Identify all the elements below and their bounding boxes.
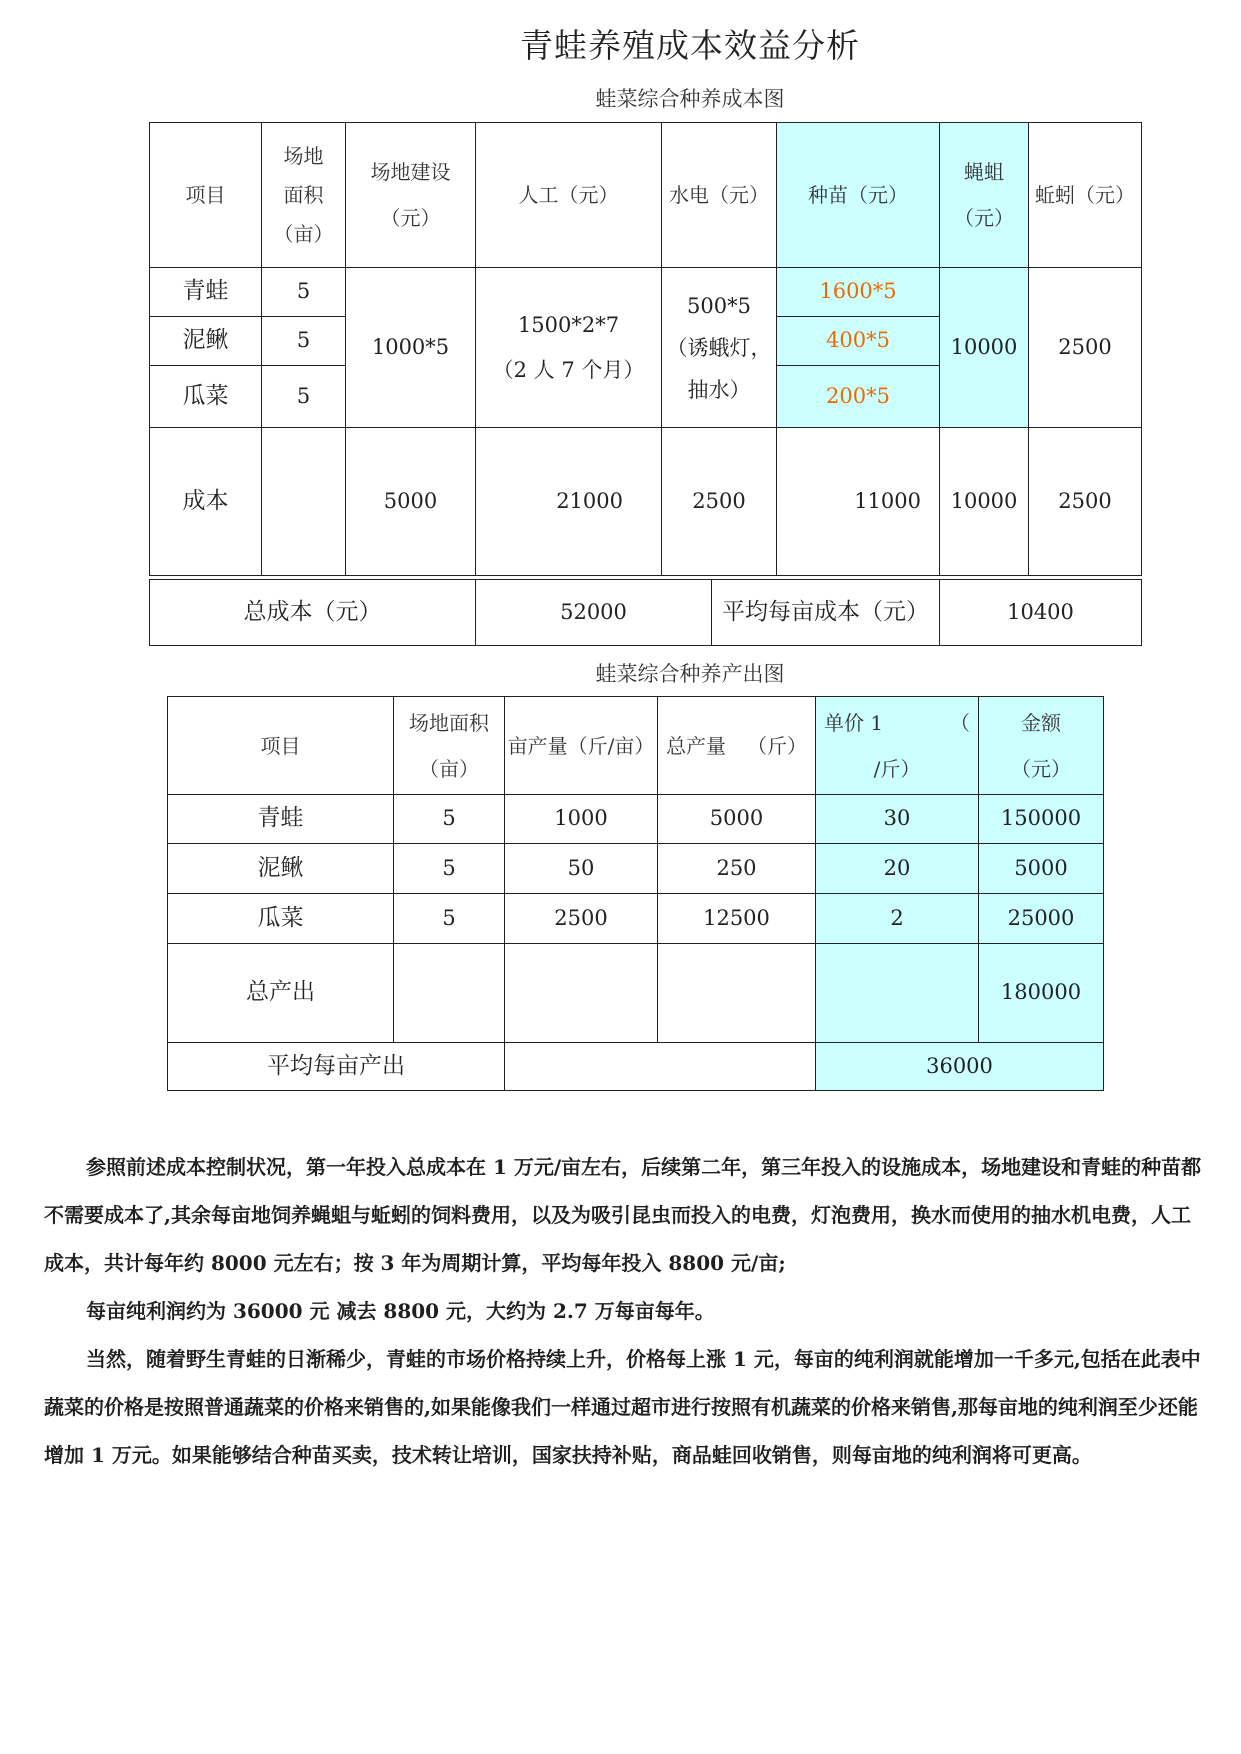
cost-row-name: 瓜菜 xyxy=(150,366,262,428)
seed-value: 1600*5 xyxy=(777,268,940,317)
header-area: 场地 面积 （亩） xyxy=(262,123,346,268)
total-output-label: 总产出 xyxy=(168,944,394,1043)
cost-labor: 21000 xyxy=(476,428,662,576)
out-row-name: 青蛙 xyxy=(168,795,394,844)
header-labor: 人工（元） xyxy=(476,123,662,268)
paragraph: 参照前述成本控制状况，第一年投入总成本在 1 万元/亩左右，后续第二年，第三年投入的设施成本，场地建设和青蛙的种苗都不需要成本了,其余每亩地饲养蝇蛆与蚯蚓的饲料费用，以及为吸引昆虫而投入的电费，灯泡费用，换水而使用的抽水机电费，人工成本，共计每年约 8000 元左右；按 3 年为周期计算，平均每年投入 8800 元/亩; xyxy=(44,1155,1202,1275)
output-table-caption: 蛙菜综合种养产出图 xyxy=(595,662,785,686)
avg-output-label: 平均每亩产出 xyxy=(168,1043,505,1091)
total-output-empty xyxy=(394,944,505,1043)
header-worm: 蚯蚓（元） xyxy=(1029,123,1142,268)
out-row-amount: 25000 xyxy=(979,894,1104,944)
out-header-price: 单价 1 （ /斤） xyxy=(816,697,979,795)
out-row-total: 12500 xyxy=(658,894,816,944)
cost-row-name: 青蛙 xyxy=(150,268,262,317)
utility-value: 500*5 （诱蛾灯， 抽水） xyxy=(662,268,777,428)
out-row-name: 泥鳅 xyxy=(168,844,394,894)
out-row-area: 5 xyxy=(394,894,505,944)
header-item: 项目 xyxy=(150,123,262,268)
header-maggot: 蝇蛆 （元） xyxy=(940,123,1029,268)
cost-maggot: 10000 xyxy=(940,428,1029,576)
out-row-total: 5000 xyxy=(658,795,816,844)
out-row-total: 250 xyxy=(658,844,816,894)
out-header-area: 场地面积 （亩） xyxy=(394,697,505,795)
out-row-area: 5 xyxy=(394,844,505,894)
header-build: 场地建设 （元） xyxy=(346,123,476,268)
out-header-yield: 亩产量（斤/亩） xyxy=(505,697,658,795)
out-row-amount: 150000 xyxy=(979,795,1104,844)
out-row-price: 2 xyxy=(816,894,979,944)
total-cost-value: 52000 xyxy=(476,580,712,646)
cost-total-table xyxy=(149,579,1142,646)
cost-row-area: 5 xyxy=(262,268,346,317)
paragraph: 每亩纯利润约为 36000 元 减去 8800 元，大约为 2.7 万每亩每年。 xyxy=(86,1299,715,1323)
out-row-name: 瓜菜 xyxy=(168,894,394,944)
cost-table xyxy=(149,122,1142,576)
cost-row-area: 5 xyxy=(262,366,346,428)
header-utility: 水电（元） xyxy=(662,123,777,268)
cost-build: 5000 xyxy=(346,428,476,576)
analysis-text xyxy=(44,1143,1204,1479)
cost-row-area: 5 xyxy=(262,317,346,366)
cost-utility: 2500 xyxy=(662,428,777,576)
out-row-yield: 1000 xyxy=(505,795,658,844)
worm-value: 2500 xyxy=(1029,268,1142,428)
seed-value: 400*5 xyxy=(777,317,940,366)
total-output-value: 180000 xyxy=(979,944,1104,1043)
avg-output-empty xyxy=(505,1043,816,1091)
out-row-price: 20 xyxy=(816,844,979,894)
total-cost-label: 总成本（元） xyxy=(150,580,476,646)
total-output-empty xyxy=(658,944,816,1043)
out-header-total: 总产量 （斤） xyxy=(658,697,816,795)
output-table xyxy=(167,696,1104,1091)
cost-seed: 11000 xyxy=(777,428,940,576)
out-row-amount: 5000 xyxy=(979,844,1104,894)
out-row-price: 30 xyxy=(816,795,979,844)
out-row-yield: 50 xyxy=(505,844,658,894)
avg-cost-value: 10400 xyxy=(940,580,1142,646)
cost-worm: 2500 xyxy=(1029,428,1142,576)
avg-output-value: 36000 xyxy=(816,1043,1104,1091)
page-title: 青蛙养殖成本效益分析 xyxy=(520,26,860,65)
out-row-yield: 2500 xyxy=(505,894,658,944)
out-header-amount: 金额 （元） xyxy=(979,697,1104,795)
header-seed: 种苗（元） xyxy=(777,123,940,268)
build-value: 1000*5 xyxy=(346,268,476,428)
avg-cost-label: 平均每亩成本（元） xyxy=(712,580,940,646)
cost-table-caption: 蛙菜综合种养成本图 xyxy=(595,87,785,111)
labor-value: 1500*2*7 （2 人 7 个月） xyxy=(476,268,662,428)
cost-row-name: 泥鳅 xyxy=(150,317,262,366)
out-header-item: 项目 xyxy=(168,697,394,795)
seed-value: 200*5 xyxy=(777,366,940,428)
maggot-value: 10000 xyxy=(940,268,1029,428)
cost-area xyxy=(262,428,346,576)
paragraph: 当然，随着野生青蛙的日渐稀少，青蛙的市场价格持续上升，价格每上涨 1 元，每亩的纯利润就能增加一千多元,包括在此表中蔬菜的价格是按照普通蔬菜的价格来销售的,如果能像我们一样通过超市进行按照有机蔬菜的价格来销售,那每亩地的纯利润至少还能增加 1 万元。如果能够结合种苗买卖，技术转让培训，国家扶持补贴，商品蛙回收销售，则每亩地的纯利润将可更高。 xyxy=(44,1347,1201,1467)
total-output-empty xyxy=(505,944,658,1043)
total-output-empty xyxy=(816,944,979,1043)
cost-label: 成本 xyxy=(150,428,262,576)
out-row-area: 5 xyxy=(394,795,505,844)
